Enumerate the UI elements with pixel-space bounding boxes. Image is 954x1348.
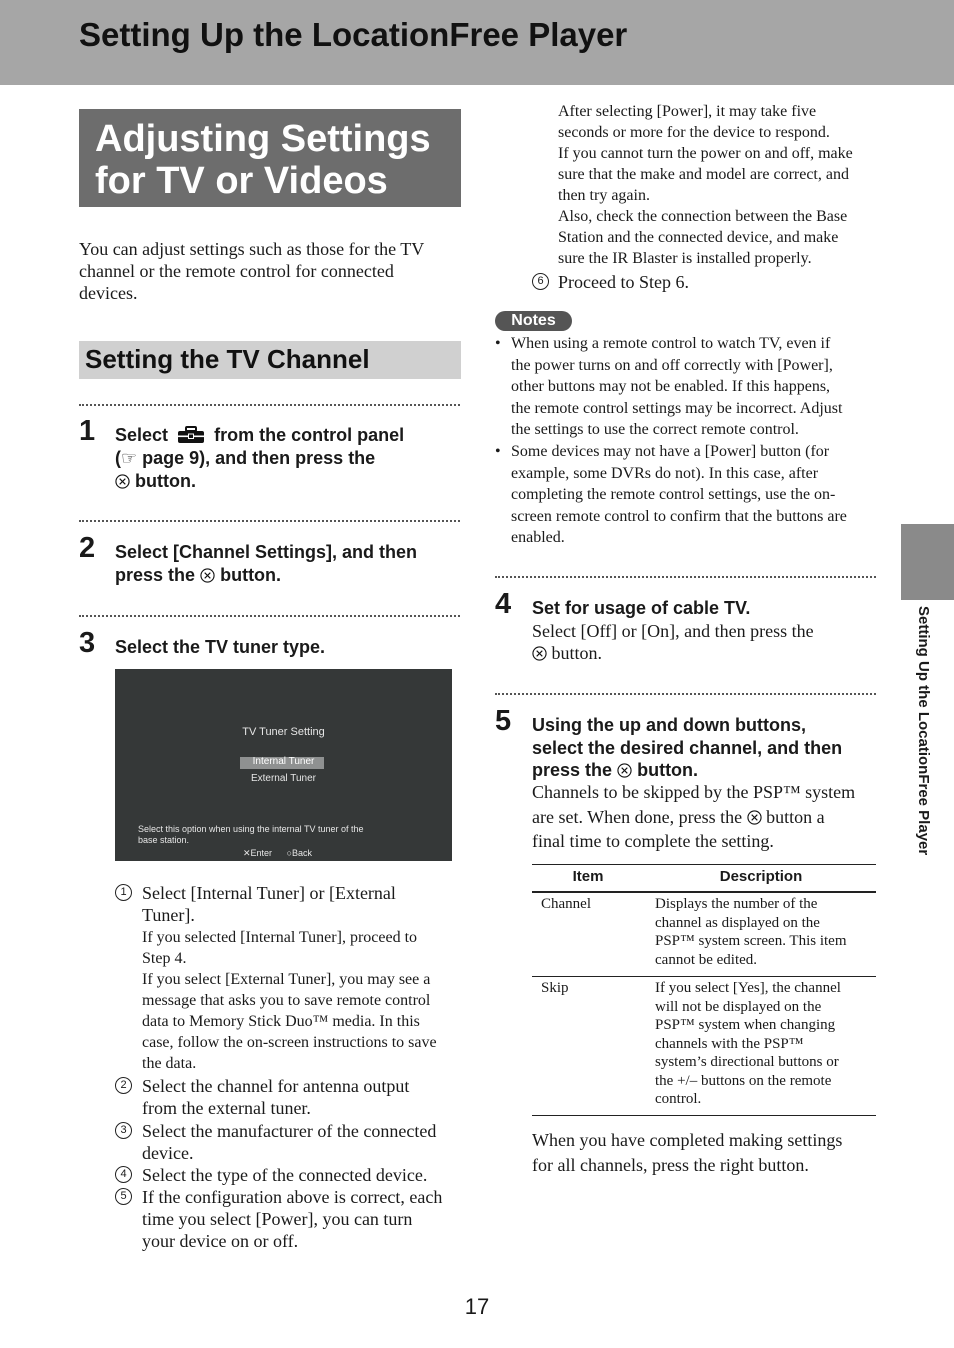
closing-paragraph: When you have completed making settings for all channels, press the right button. [532,1130,843,1175]
divider [495,576,876,578]
section-title-line-2: for TV or Videos [95,160,388,202]
substep: 2 Select the channel for antenna output from the external tuner. [115,1075,460,1119]
step-4-heading: Set for usage of cable TV. [532,598,751,618]
page-header-title: Setting Up the LocationFree Player [79,16,628,53]
step-number: 5 [495,705,512,737]
cross-button-icon [115,474,130,489]
section-title-line-1: Adjusting Settings [95,118,431,160]
table-header: Item Description [532,864,876,893]
reference-hand-icon: ☞ [121,447,138,469]
step-1-heading: Select from the control panel (☞ page 9), and then press the button. [115,425,405,491]
substep: 6 Proceed to Step 6. [532,271,877,293]
settings-table [532,864,876,1116]
intro-paragraph: You can adjust settings such as those for the TV channel or the remote control for connected devices. [79,239,425,303]
screen-circle-icon: ○ [286,848,293,858]
step-4-body: Select [Off] or [On], and then press the button. [532,621,814,663]
circled-number: 2 [115,1077,132,1094]
step-5-body: Channels to be skipped by the PSP™ system are set. When done, press the button a final time to complete the setting. [532,782,856,851]
substep: 5 If the configuration above is correct, each time you select [Power], you can turn your device on or off. [115,1186,460,1252]
screen-cross-icon: ✕ [243,848,251,858]
divider [79,404,460,406]
divider [79,615,460,617]
screen-title: TV Tuner Setting [242,726,325,738]
subsection-heading [79,341,461,379]
step-number: 4 [495,588,512,620]
step-3-heading: Select the TV tuner type. [115,637,326,657]
cross-button-icon [200,568,215,583]
step-number: 2 [79,532,96,564]
section-title-box [79,109,461,207]
circled-number: 3 [115,1122,132,1139]
substep: 1 Select [Internal Tuner] or [External Tuner]. If you selected [Internal Tuner], proceed to Step 4. If you select [External Tuner], you may see a message that asks you to save remote control data to Memory Stick Duo™ media. In this case, follow the on-screen instructions to save the data. [115,882,460,1074]
screen-button-hints: ✕Enter ○Back [243,848,313,858]
page-number: 17 [464,1294,490,1319]
cross-button-icon [532,646,547,661]
substep: 3 Select the manufacturer of the connected device. [115,1120,460,1164]
circled-number: 5 [115,1188,132,1205]
circled-number: 6 [532,273,549,290]
table-row: Channel Displays the number of the channel as displayed on the PSP™ system screen. This item cannot be edited. [532,893,876,977]
note-item: • Some devices may not have a [Power] button (for example, some DVRs do not). In this case, after completing the remote control settings, use the on- screen remote control to confirm that the buttons are enabled. [495,443,847,546]
circled-number: 4 [115,1166,132,1183]
notes-label: Notes [495,311,572,331]
step-number: 3 [79,627,96,659]
side-tab-marker [901,524,954,600]
toolbox-icon [177,426,205,444]
divider [495,693,876,695]
step-2-heading: Select [Channel Settings], and then press the button. [115,542,418,585]
subsection-title: Setting the TV Channel [85,344,370,374]
cross-button-icon [747,810,762,825]
substep: 4 Select the type of the connected device. [115,1164,460,1186]
screen-option-external: External Tuner [250,773,317,784]
step-number: 1 [79,415,96,447]
note-item: • When using a remote control to watch TV, even if the power turns on and off correctly with [Power], other buttons may not be enabled. If this happens, the remote control settings may be incorrect. Adjust the settings to use the correct remote control. [495,335,843,438]
divider [79,520,460,522]
substep-5-note: After selecting [Power], it may take five seconds or more for the device to respond. If you cannot turn the power on and off, make sure that the make and model are correct, and then try again. Also, check the connection between the Base Station and the connected device, and make sure the IR Blaster is installed properly. [558,103,853,267]
side-tab-label: Setting Up the LocationFree Player [915,606,932,856]
screen-option-internal: Internal Tuner [252,756,315,767]
screen-help-text: Select this option when using the internal TV tuner of the base station. [138,824,364,845]
tv-tuner-screenshot [115,669,452,861]
circled-number: 1 [115,884,132,901]
table-row: Skip If you select [Yes], the channel will not be displayed on the PSP™ system when changing channels with the PSP™ system’s directional buttons or the +/– buttons on the remote control. [532,977,876,1116]
cross-button-icon [617,763,632,778]
step-5-heading: Using the up and down buttons, select the desired channel, and then press the button. [532,715,843,780]
